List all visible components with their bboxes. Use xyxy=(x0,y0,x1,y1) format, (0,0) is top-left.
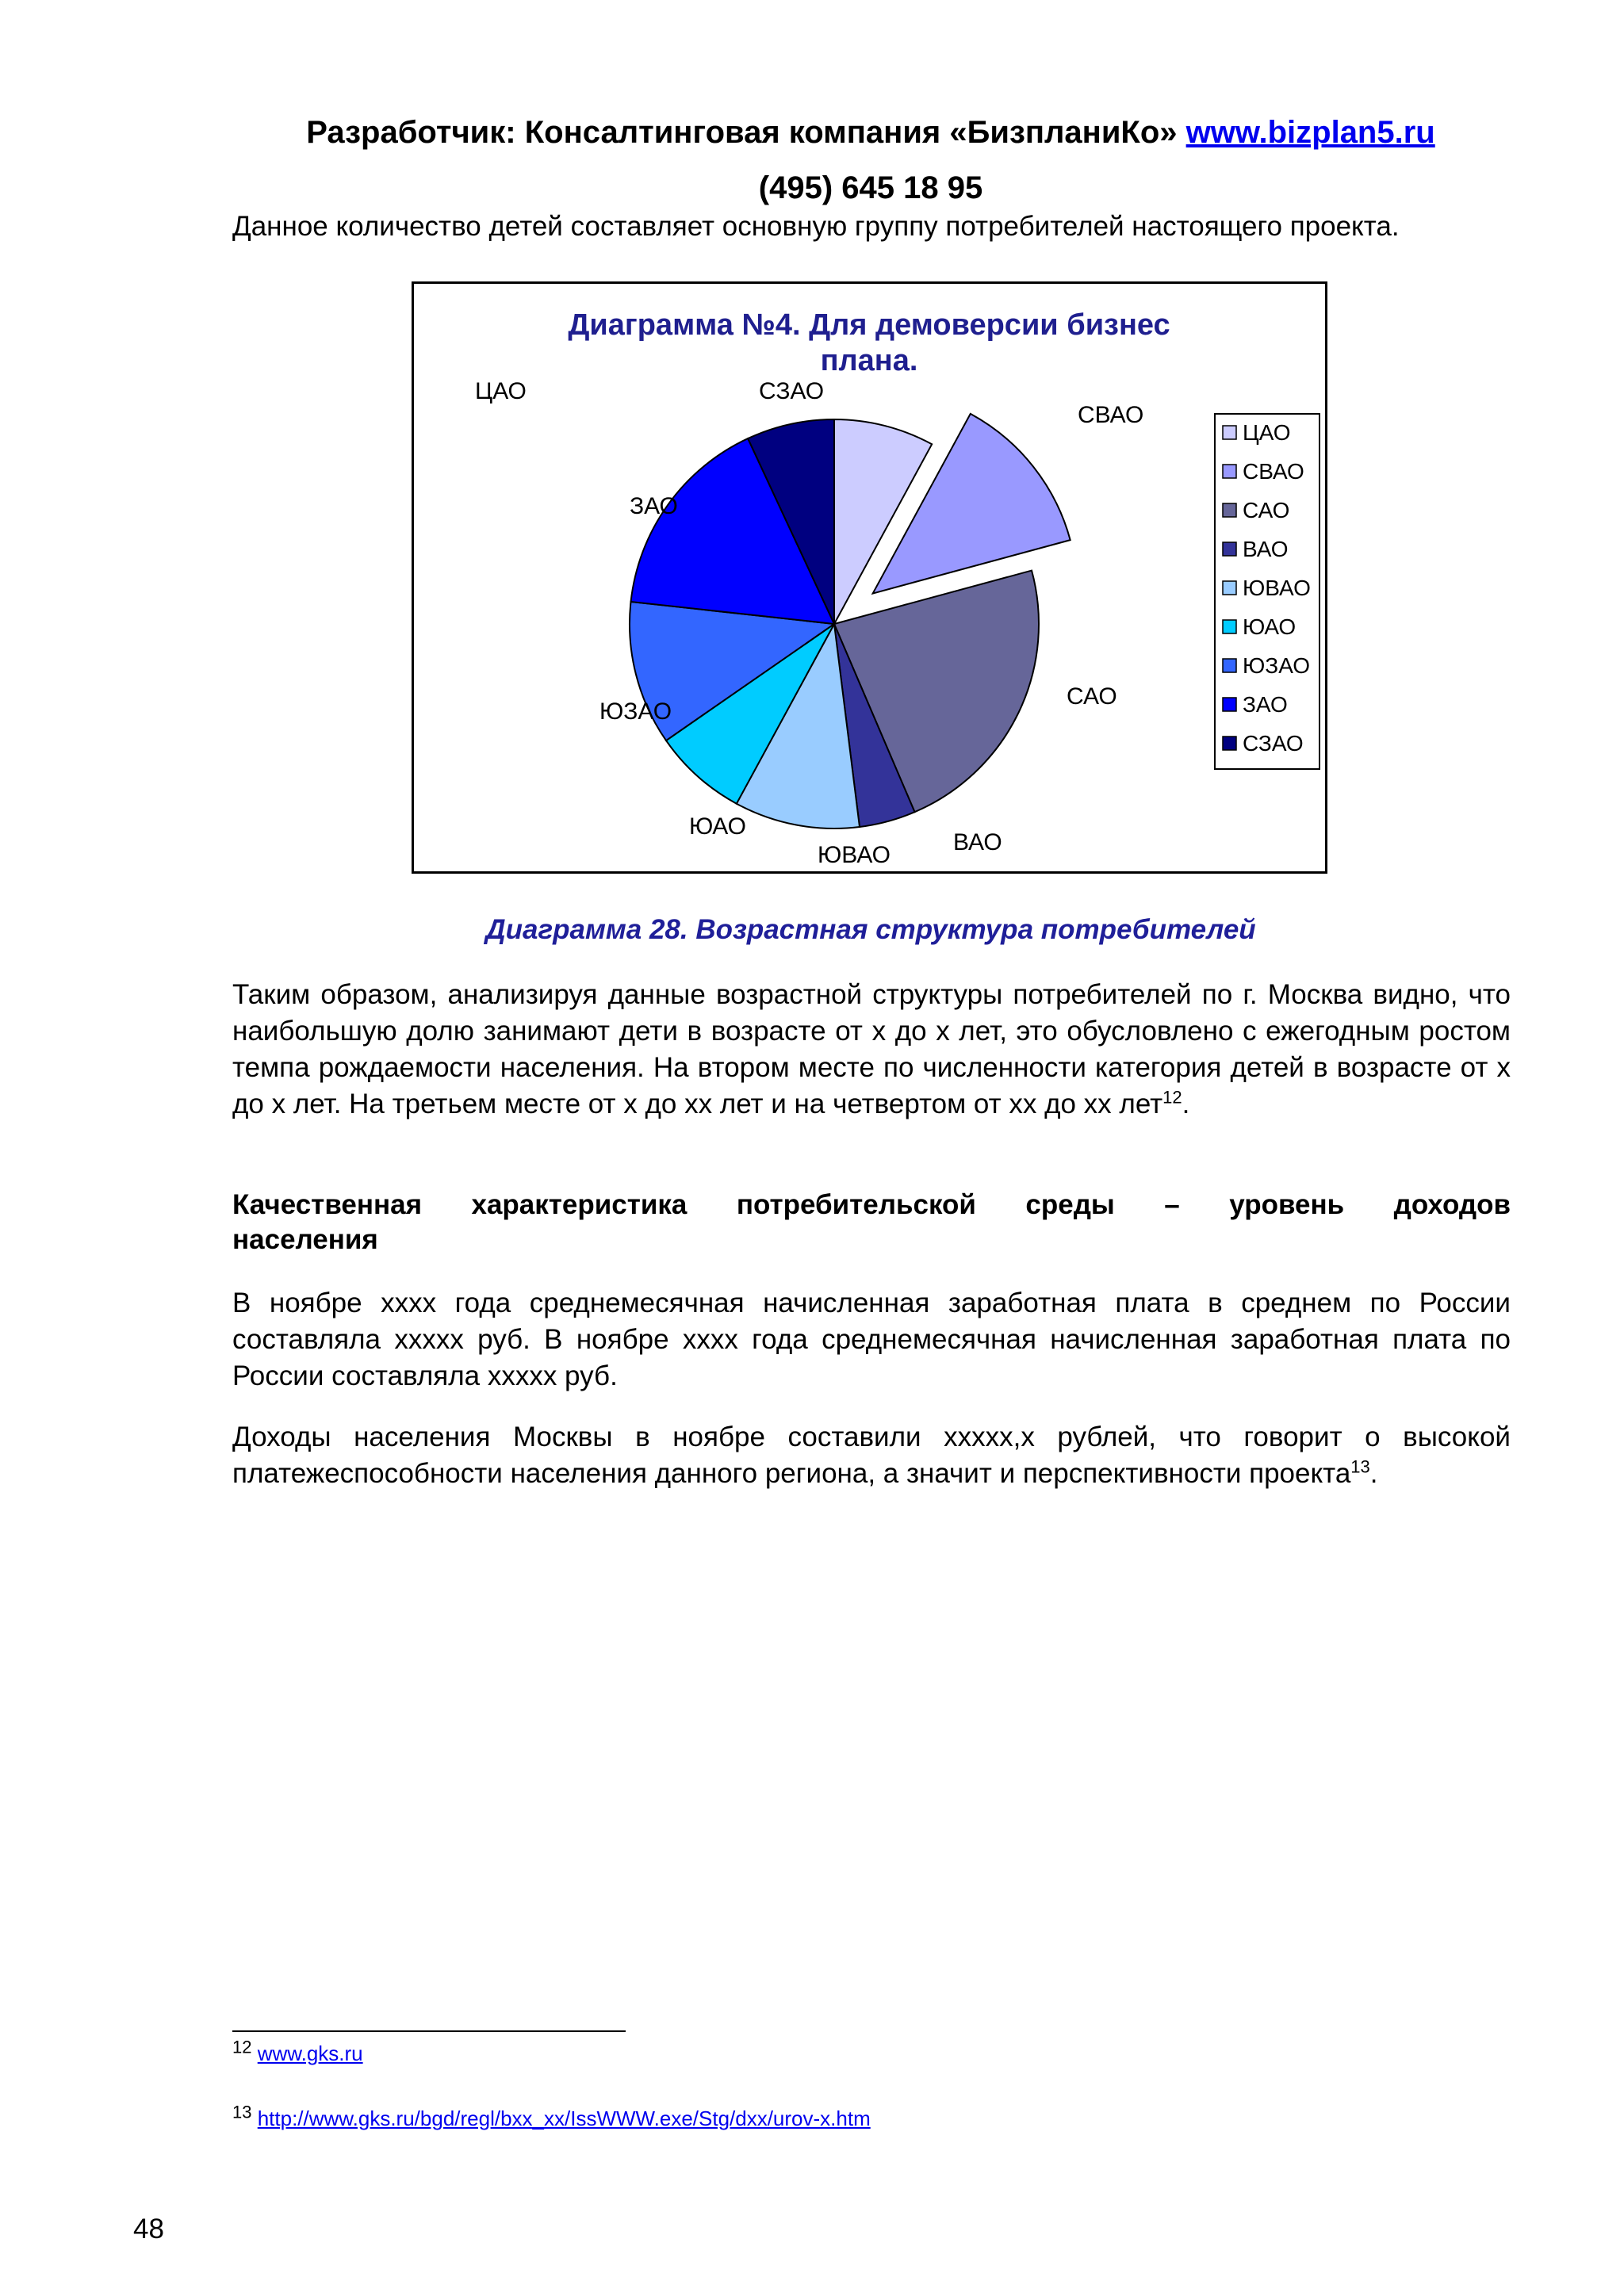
legend-swatch xyxy=(1223,659,1236,672)
legend-swatch xyxy=(1223,426,1236,439)
footnote-link[interactable]: www.gks.ru xyxy=(257,2042,363,2065)
legend-label: ВАО xyxy=(1243,537,1289,561)
legend-label: ЮЗАО xyxy=(1243,653,1311,678)
pie-chart xyxy=(412,281,1327,874)
footnote-number: 13 xyxy=(232,2102,252,2122)
legend-label: САО xyxy=(1243,498,1290,522)
footnote-separator xyxy=(232,2030,626,2032)
pie-slice-label: ЮВАО xyxy=(818,842,891,868)
legend-swatch xyxy=(1223,503,1236,517)
paragraph-income-text: Доходы населения Москвы в ноябре составили ххххх,х рублей, что говорит о высокой платежеспособности населения данного региона, а значит и перспективности проекта xyxy=(232,1422,1511,1489)
legend-label: ЗАО xyxy=(1243,692,1288,717)
chart-title-line2: плана. xyxy=(820,344,918,377)
site-link[interactable]: www.bizplan5.ru xyxy=(1185,115,1435,150)
footnote-number: 12 xyxy=(232,2037,252,2057)
legend-swatch xyxy=(1223,620,1236,633)
developer-label: Разработчик: Консалтинговая компания «БизпланиКо» xyxy=(306,115,1186,150)
figure-caption: Диаграмма 28. Возрастная структура потребителей xyxy=(485,914,1256,945)
legend-swatch xyxy=(1223,542,1236,556)
pie-slice-label: ЦАО xyxy=(475,378,527,404)
footnote-ref-12[interactable]: 12 xyxy=(1162,1087,1182,1108)
pie-slice-label: ЗАО xyxy=(630,493,678,519)
chart-title-line1: Диаграмма №4. Для демоверсии бизнес xyxy=(568,308,1170,342)
legend-label: ЦАО xyxy=(1243,420,1291,445)
phone-number: (495) 645 18 95 xyxy=(758,170,983,205)
pie-slice-label: СВАО xyxy=(1078,402,1144,428)
page-number: 48 xyxy=(133,2214,164,2244)
pie-slice-label: ЮАО xyxy=(689,813,746,840)
paragraph-age-structure-end: . xyxy=(1182,1089,1190,1119)
pie-slice-label: СЗАО xyxy=(759,378,825,404)
paragraph-age-structure-text: Таким образом, анализируя данные возрастной структуры потребителей по г. Москва видно, что наибольшую долю занимают дети в возрасте от х до х лет, это обусловлено с ежегодным ростом темпа рождаемости населения. На втором месте по численности категория детей в возрасте от х до х лет. На третьем месте от х до хх лет и на четвертом от хх до хх лет xyxy=(232,979,1511,1119)
legend-swatch xyxy=(1223,465,1236,478)
legend-label: СЗАО xyxy=(1243,731,1304,756)
legend-label: СВАО xyxy=(1243,459,1304,484)
paragraph-income-end: . xyxy=(1369,1458,1378,1489)
paragraph-salary: В ноябре хххх года среднемесячная начисленная заработная плата в среднем по России составляла ххххх руб. В ноябре хххх года среднемесячная начисленная заработная плата по России составляла ххххх руб. xyxy=(232,1288,1511,1391)
legend-swatch xyxy=(1223,698,1236,711)
pie-slice-label: ЮЗАО xyxy=(599,698,672,725)
legend-swatch xyxy=(1223,737,1236,750)
pie-slices xyxy=(630,414,1071,828)
footnote-13 xyxy=(232,2102,871,2132)
section-heading-line2: населения xyxy=(232,1224,378,1255)
footnote-link[interactable]: http://www.gks.ru/bgd/regl/bxx_xx/IssWWW.exe/Stg/dxx/urov-x.htm xyxy=(257,2107,871,2130)
legend-swatch xyxy=(1223,581,1236,595)
pie-slice-label: ВАО xyxy=(953,829,1002,855)
intro-paragraph: Данное количество детей составляет основную группу потребителей настоящего проекта. xyxy=(232,211,1400,242)
legend-label: ЮАО xyxy=(1243,614,1297,639)
paragraph-income xyxy=(232,1419,1511,1492)
footnote-ref-13[interactable]: 13 xyxy=(1350,1456,1370,1477)
paragraph-age-structure xyxy=(232,977,1511,1123)
pie-slice-label: САО xyxy=(1067,683,1117,710)
document-header xyxy=(0,113,1624,151)
footnote-12 xyxy=(232,2037,363,2067)
section-heading-line1: Качественная характеристика потребительской среды – уровень доходов xyxy=(232,1189,1511,1220)
legend-label: ЮВАО xyxy=(1243,576,1311,600)
